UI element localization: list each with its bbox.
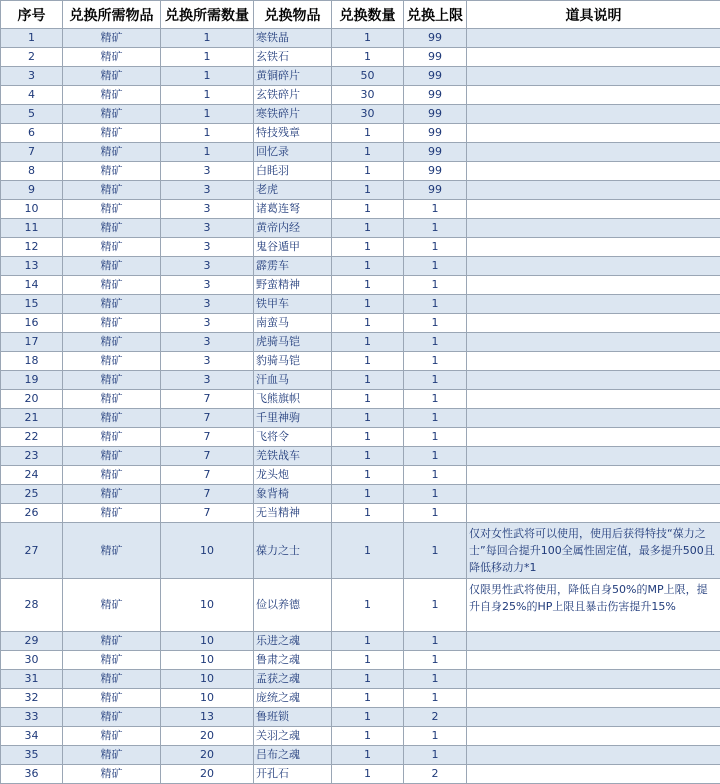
table-row: [1, 86, 720, 105]
cell-item: 葆力之士: [254, 523, 332, 579]
cell-req-qty: 10: [161, 523, 254, 579]
cell-req-item: 精矿: [63, 29, 161, 48]
table-row: [1, 485, 720, 504]
cell-limit: 1: [404, 200, 467, 219]
cell-desc: [467, 409, 720, 428]
cell-req-qty: 7: [161, 390, 254, 409]
cell-req-qty: 7: [161, 485, 254, 504]
cell-req-qty: 10: [161, 651, 254, 670]
table-row: [1, 105, 720, 124]
cell-limit: 1: [404, 523, 467, 579]
table-row: [1, 371, 720, 390]
cell-desc: [467, 485, 720, 504]
cell-limit: 1: [404, 333, 467, 352]
cell-qty: 50: [332, 67, 404, 86]
cell-item: 玄铁碎片: [254, 86, 332, 105]
cell-qty: 1: [332, 670, 404, 689]
cell-qty: 1: [332, 727, 404, 746]
table-row: [1, 314, 720, 333]
cell-limit: 2: [404, 765, 467, 784]
cell-desc: [467, 238, 720, 257]
cell-req-item: 精矿: [63, 295, 161, 314]
cell-req-item: 精矿: [63, 352, 161, 371]
cell-no: 5: [1, 105, 63, 124]
cell-req-qty: 7: [161, 504, 254, 523]
cell-no: 26: [1, 504, 63, 523]
cell-req-qty: 1: [161, 67, 254, 86]
cell-qty: 1: [332, 708, 404, 727]
cell-limit: 99: [404, 105, 467, 124]
cell-req-item: 精矿: [63, 485, 161, 504]
cell-req-qty: 3: [161, 276, 254, 295]
header-item: 兑换物品: [254, 1, 332, 29]
cell-item: 特技残章: [254, 124, 332, 143]
table-row: [1, 504, 720, 523]
cell-item: 飞熊旗帜: [254, 390, 332, 409]
cell-no: 23: [1, 447, 63, 466]
cell-req-item: 精矿: [63, 219, 161, 238]
cell-req-qty: 1: [161, 143, 254, 162]
cell-item: 诸葛连弩: [254, 200, 332, 219]
table-row: [1, 466, 720, 485]
cell-req-item: 精矿: [63, 579, 161, 632]
cell-req-qty: 3: [161, 295, 254, 314]
cell-no: 21: [1, 409, 63, 428]
cell-item: 千里神驹: [254, 409, 332, 428]
cell-req-item: 精矿: [63, 333, 161, 352]
cell-limit: 1: [404, 466, 467, 485]
cell-qty: 1: [332, 523, 404, 579]
cell-qty: 1: [332, 651, 404, 670]
cell-item: 庞统之魂: [254, 689, 332, 708]
cell-limit: 1: [404, 727, 467, 746]
cell-req-item: 精矿: [63, 371, 161, 390]
cell-req-item: 精矿: [63, 670, 161, 689]
cell-no: 2: [1, 48, 63, 67]
cell-desc: [467, 504, 720, 523]
cell-no: 30: [1, 651, 63, 670]
cell-req-qty: 7: [161, 447, 254, 466]
cell-no: 6: [1, 124, 63, 143]
cell-desc: 仅对女性武将可以使用，使用后获得特技“葆力之士”每回合提升100全属性固定值，最多提升500且降低移动力*1: [467, 523, 720, 579]
cell-qty: 1: [332, 447, 404, 466]
cell-item: 吕布之魂: [254, 746, 332, 765]
cell-req-qty: 1: [161, 29, 254, 48]
cell-desc: [467, 181, 720, 200]
cell-desc: [467, 314, 720, 333]
cell-qty: 1: [332, 162, 404, 181]
cell-limit: 1: [404, 504, 467, 523]
cell-qty: 1: [332, 579, 404, 632]
cell-no: 9: [1, 181, 63, 200]
cell-req-item: 精矿: [63, 632, 161, 651]
cell-no: 1: [1, 29, 63, 48]
table-row: [1, 765, 720, 784]
cell-desc: [467, 257, 720, 276]
cell-qty: 1: [332, 29, 404, 48]
cell-qty: 1: [332, 765, 404, 784]
cell-req-item: 精矿: [63, 765, 161, 784]
cell-item: 野蛮精神: [254, 276, 332, 295]
cell-desc: [467, 333, 720, 352]
header-desc: 道具说明: [467, 1, 720, 29]
cell-item: 寒铁碎片: [254, 105, 332, 124]
cell-desc: [467, 689, 720, 708]
cell-limit: 99: [404, 86, 467, 105]
cell-no: 3: [1, 67, 63, 86]
cell-no: 16: [1, 314, 63, 333]
cell-limit: 1: [404, 579, 467, 632]
cell-req-qty: 3: [161, 162, 254, 181]
cell-req-qty: 3: [161, 181, 254, 200]
cell-no: 18: [1, 352, 63, 371]
cell-req-item: 精矿: [63, 105, 161, 124]
table-row: [1, 727, 720, 746]
cell-limit: 1: [404, 409, 467, 428]
cell-req-qty: 7: [161, 409, 254, 428]
cell-desc: [467, 162, 720, 181]
cell-req-qty: 1: [161, 105, 254, 124]
cell-item: 关羽之魂: [254, 727, 332, 746]
cell-req-qty: 7: [161, 428, 254, 447]
cell-limit: 1: [404, 689, 467, 708]
cell-qty: 1: [332, 466, 404, 485]
cell-req-qty: 10: [161, 689, 254, 708]
cell-qty: 1: [332, 143, 404, 162]
cell-req-qty: 13: [161, 708, 254, 727]
cell-limit: 1: [404, 314, 467, 333]
cell-no: 27: [1, 523, 63, 579]
cell-no: 17: [1, 333, 63, 352]
table-row: [1, 162, 720, 181]
cell-desc: [467, 143, 720, 162]
cell-req-item: 精矿: [63, 447, 161, 466]
cell-desc: [467, 86, 720, 105]
cell-req-qty: 3: [161, 333, 254, 352]
cell-req-item: 精矿: [63, 651, 161, 670]
cell-item: 象背椅: [254, 485, 332, 504]
cell-item: 黄铜碎片: [254, 67, 332, 86]
cell-qty: 1: [332, 485, 404, 504]
cell-qty: 1: [332, 200, 404, 219]
cell-limit: 1: [404, 428, 467, 447]
cell-req-item: 精矿: [63, 200, 161, 219]
cell-req-qty: 20: [161, 727, 254, 746]
cell-item: 俭以养德: [254, 579, 332, 632]
header-no: 序号: [1, 1, 63, 29]
cell-no: 31: [1, 670, 63, 689]
cell-no: 11: [1, 219, 63, 238]
cell-req-qty: 1: [161, 86, 254, 105]
cell-qty: 1: [332, 181, 404, 200]
table-row: [1, 67, 720, 86]
cell-limit: 99: [404, 143, 467, 162]
cell-no: 14: [1, 276, 63, 295]
cell-limit: 1: [404, 352, 467, 371]
cell-limit: 99: [404, 29, 467, 48]
cell-limit: 1: [404, 238, 467, 257]
cell-no: 32: [1, 689, 63, 708]
table-row: [1, 124, 720, 143]
cell-no: 34: [1, 727, 63, 746]
table-row: [1, 200, 720, 219]
header-row: [1, 1, 720, 29]
header-req-item: 兑换所需物品: [63, 1, 161, 29]
cell-item: 鲁班锁: [254, 708, 332, 727]
cell-qty: 1: [332, 390, 404, 409]
cell-desc: [467, 29, 720, 48]
table-row: [1, 219, 720, 238]
header-req-qty: 兑换所需数量: [161, 1, 254, 29]
cell-item: 孟获之魂: [254, 670, 332, 689]
table-row: [1, 333, 720, 352]
cell-req-item: 精矿: [63, 523, 161, 579]
cell-item: 汗血马: [254, 371, 332, 390]
cell-req-item: 精矿: [63, 504, 161, 523]
cell-no: 4: [1, 86, 63, 105]
cell-item: 开孔石: [254, 765, 332, 784]
cell-desc: [467, 670, 720, 689]
cell-qty: 30: [332, 86, 404, 105]
cell-desc: [467, 746, 720, 765]
cell-req-item: 精矿: [63, 48, 161, 67]
cell-req-qty: 3: [161, 238, 254, 257]
cell-desc: [467, 447, 720, 466]
table-row: [1, 390, 720, 409]
table-row: [1, 632, 720, 651]
table-row: [1, 651, 720, 670]
cell-item: 豹骑马铠: [254, 352, 332, 371]
cell-qty: 1: [332, 314, 404, 333]
cell-desc: [467, 390, 720, 409]
cell-no: 7: [1, 143, 63, 162]
cell-req-item: 精矿: [63, 409, 161, 428]
cell-req-item: 精矿: [63, 390, 161, 409]
cell-desc: [467, 632, 720, 651]
cell-limit: 1: [404, 670, 467, 689]
table-row: [1, 257, 720, 276]
cell-req-qty: 10: [161, 670, 254, 689]
cell-item: 老虎: [254, 181, 332, 200]
cell-desc: [467, 276, 720, 295]
cell-req-item: 精矿: [63, 181, 161, 200]
cell-desc: [467, 651, 720, 670]
cell-limit: 1: [404, 219, 467, 238]
cell-limit: 1: [404, 276, 467, 295]
cell-limit: 2: [404, 708, 467, 727]
cell-item: 寒铁晶: [254, 29, 332, 48]
cell-limit: 1: [404, 485, 467, 504]
cell-qty: 1: [332, 238, 404, 257]
cell-desc: [467, 124, 720, 143]
cell-limit: 1: [404, 447, 467, 466]
cell-desc: [467, 295, 720, 314]
cell-qty: 30: [332, 105, 404, 124]
cell-limit: 99: [404, 124, 467, 143]
cell-no: 22: [1, 428, 63, 447]
cell-qty: 1: [332, 124, 404, 143]
cell-no: 33: [1, 708, 63, 727]
cell-qty: 1: [332, 371, 404, 390]
cell-req-qty: 3: [161, 352, 254, 371]
cell-desc: [467, 352, 720, 371]
cell-qty: 1: [332, 746, 404, 765]
cell-req-qty: 3: [161, 371, 254, 390]
table-row: [1, 238, 720, 257]
cell-item: 鲁肃之魂: [254, 651, 332, 670]
cell-desc: [467, 48, 720, 67]
cell-req-item: 精矿: [63, 238, 161, 257]
cell-desc: [467, 219, 720, 238]
cell-qty: 1: [332, 409, 404, 428]
table-row: [1, 670, 720, 689]
table-row: [1, 409, 720, 428]
cell-qty: 1: [332, 295, 404, 314]
cell-limit: 99: [404, 48, 467, 67]
cell-item: 白眊羽: [254, 162, 332, 181]
cell-req-qty: 1: [161, 124, 254, 143]
table-row: [1, 48, 720, 67]
cell-no: 13: [1, 257, 63, 276]
cell-qty: 1: [332, 428, 404, 447]
cell-limit: 1: [404, 651, 467, 670]
cell-qty: 1: [332, 48, 404, 67]
cell-desc: [467, 727, 720, 746]
cell-no: 10: [1, 200, 63, 219]
cell-desc: 仅限男性武将使用，降低自身50%的MP上限，提升自身25%的HP上限且暴击伤害提升15%: [467, 579, 720, 632]
table-row: [1, 708, 720, 727]
header-limit: 兑换上限: [404, 1, 467, 29]
cell-req-qty: 3: [161, 219, 254, 238]
cell-req-qty: 10: [161, 579, 254, 632]
cell-limit: 1: [404, 295, 467, 314]
cell-no: 35: [1, 746, 63, 765]
cell-desc: [467, 371, 720, 390]
table-row: [1, 181, 720, 200]
cell-item: 飞将令: [254, 428, 332, 447]
cell-req-item: 精矿: [63, 162, 161, 181]
cell-item: 虎骑马铠: [254, 333, 332, 352]
cell-no: 25: [1, 485, 63, 504]
cell-limit: 99: [404, 181, 467, 200]
table-row: [1, 352, 720, 371]
table-row: [1, 579, 720, 632]
table-row: [1, 746, 720, 765]
table-row: [1, 295, 720, 314]
cell-req-item: 精矿: [63, 314, 161, 333]
cell-item: 铁甲车: [254, 295, 332, 314]
cell-req-item: 精矿: [63, 689, 161, 708]
table-body: [1, 29, 720, 784]
cell-qty: 1: [332, 257, 404, 276]
table-row: [1, 29, 720, 48]
cell-desc: [467, 428, 720, 447]
cell-req-item: 精矿: [63, 124, 161, 143]
cell-item: 羌铁战车: [254, 447, 332, 466]
header-qty: 兑换数量: [332, 1, 404, 29]
cell-req-qty: 1: [161, 48, 254, 67]
cell-item: 无当精神: [254, 504, 332, 523]
cell-req-qty: 20: [161, 746, 254, 765]
cell-req-item: 精矿: [63, 86, 161, 105]
cell-desc: [467, 67, 720, 86]
cell-limit: 99: [404, 162, 467, 181]
table-row: [1, 276, 720, 295]
cell-req-qty: 3: [161, 200, 254, 219]
cell-no: 19: [1, 371, 63, 390]
cell-item: 鬼谷遁甲: [254, 238, 332, 257]
cell-req-qty: 3: [161, 257, 254, 276]
cell-qty: 1: [332, 689, 404, 708]
cell-limit: 1: [404, 371, 467, 390]
cell-item: 乐进之魂: [254, 632, 332, 651]
cell-no: 20: [1, 390, 63, 409]
cell-req-item: 精矿: [63, 276, 161, 295]
cell-item: 黄帝内经: [254, 219, 332, 238]
cell-req-item: 精矿: [63, 708, 161, 727]
cell-req-qty: 3: [161, 314, 254, 333]
cell-desc: [467, 466, 720, 485]
table-row: [1, 428, 720, 447]
cell-qty: 1: [332, 352, 404, 371]
cell-item: 玄铁石: [254, 48, 332, 67]
cell-desc: [467, 765, 720, 784]
table-row: [1, 523, 720, 579]
cell-desc: [467, 105, 720, 124]
cell-req-item: 精矿: [63, 428, 161, 447]
cell-qty: 1: [332, 504, 404, 523]
cell-desc: [467, 200, 720, 219]
cell-no: 28: [1, 579, 63, 632]
cell-no: 24: [1, 466, 63, 485]
cell-limit: 1: [404, 632, 467, 651]
cell-no: 29: [1, 632, 63, 651]
cell-no: 8: [1, 162, 63, 181]
cell-item: 霹雳车: [254, 257, 332, 276]
table-row: [1, 447, 720, 466]
table-row: [1, 689, 720, 708]
cell-qty: 1: [332, 276, 404, 295]
cell-no: 36: [1, 765, 63, 784]
cell-item: 南蛮马: [254, 314, 332, 333]
cell-no: 15: [1, 295, 63, 314]
cell-item: 龙头炮: [254, 466, 332, 485]
cell-item: 回忆录: [254, 143, 332, 162]
cell-no: 12: [1, 238, 63, 257]
cell-qty: 1: [332, 219, 404, 238]
cell-req-item: 精矿: [63, 746, 161, 765]
table-row: [1, 143, 720, 162]
cell-req-item: 精矿: [63, 466, 161, 485]
cell-req-item: 精矿: [63, 727, 161, 746]
cell-req-item: 精矿: [63, 257, 161, 276]
cell-req-qty: 10: [161, 632, 254, 651]
cell-limit: 1: [404, 257, 467, 276]
cell-qty: 1: [332, 333, 404, 352]
cell-limit: 1: [404, 746, 467, 765]
cell-desc: [467, 708, 720, 727]
cell-qty: 1: [332, 632, 404, 651]
cell-limit: 99: [404, 67, 467, 86]
cell-limit: 1: [404, 390, 467, 409]
cell-req-item: 精矿: [63, 67, 161, 86]
cell-req-item: 精矿: [63, 143, 161, 162]
cell-req-qty: 20: [161, 765, 254, 784]
cell-req-qty: 7: [161, 466, 254, 485]
